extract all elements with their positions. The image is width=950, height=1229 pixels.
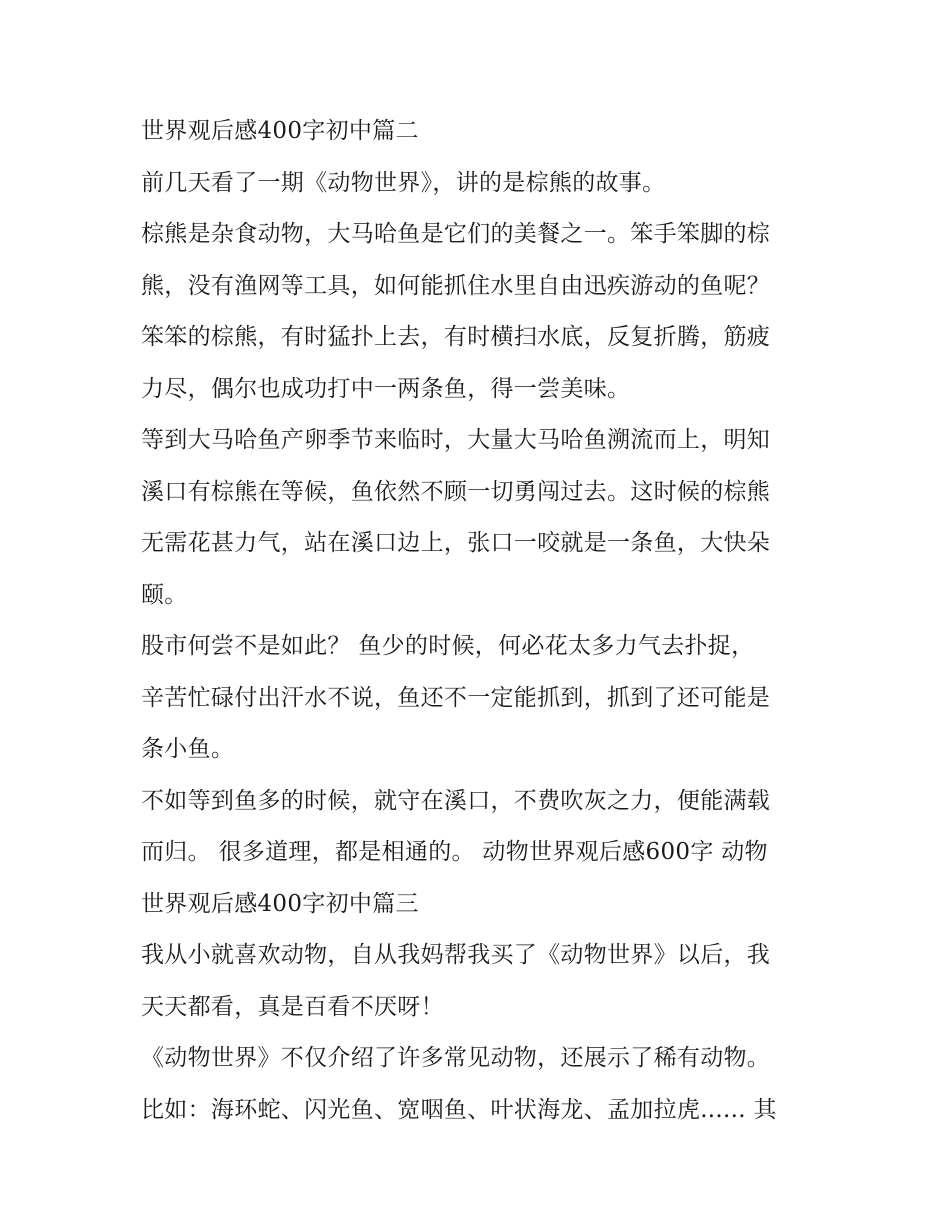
text-line: 条小鱼。 bbox=[141, 736, 235, 762]
text-line: 前几天看了一期《动物世界》，讲的是棕熊的故事。 bbox=[141, 169, 666, 196]
text-line: 天天都看，真是百看不厌呀！ bbox=[141, 993, 444, 1020]
text-line: 力尽，偶尔也成功打中一两条鱼，得一尝美味。 bbox=[141, 375, 631, 402]
text-line: 《动物世界》不仅介绍了许多常见动物，还展示了稀有动物。 bbox=[141, 1045, 771, 1071]
text-line: 股市何尝不是如此？ 鱼少的时候，何必花太多力气去扑捉， bbox=[141, 633, 755, 659]
text-line: 无需花甚力气，站在溪口边上，张口一咬就是一条鱼，大快朵 bbox=[141, 530, 771, 556]
text-line: 而归。 很多道理，都是相通的。 动物世界观后感600字 动物 bbox=[141, 839, 768, 865]
document-body bbox=[141, 106, 821, 1136]
text-line: 比如：海环蛇、闪光鱼、宽咽鱼、叶状海龙、孟加拉虎...... 其 bbox=[141, 1096, 777, 1123]
text-line: 笨笨的棕熊，有时猛扑上去，有时横扫水底，反复折腾，筋疲 bbox=[141, 324, 771, 350]
text-line: 棕熊是杂食动物，大马哈鱼是它们的美餐之一。笨手笨脚的棕 bbox=[141, 221, 771, 247]
text-line: 溪口有棕熊在等候，鱼依然不顾一切勇闯过去。这时候的棕熊 bbox=[141, 478, 771, 505]
heading-part-two: 世界观后感400字初中篇二 bbox=[141, 118, 419, 144]
heading-part-three: 世界观后感400字初中篇三 bbox=[141, 890, 419, 917]
text-line: 不如等到鱼多的时候，就守在溪口，不费吹灰之力，便能满载 bbox=[141, 787, 771, 814]
text-line: 我从小就喜欢动物，自从我妈帮我买了《动物世界》以后，我 bbox=[141, 942, 771, 968]
text-line: 颐。 bbox=[141, 581, 188, 608]
text-line: 等到大马哈鱼产卵季节来临时，大量大马哈鱼溯流而上，明知 bbox=[141, 427, 771, 453]
text-line: 辛苦忙碌付出汗水不说，鱼还不一定能抓到，抓到了还可能是 bbox=[141, 684, 771, 711]
text-line: 熊，没有渔网等工具，如何能抓住水里自由迅疾游动的鱼呢？ bbox=[141, 272, 771, 299]
